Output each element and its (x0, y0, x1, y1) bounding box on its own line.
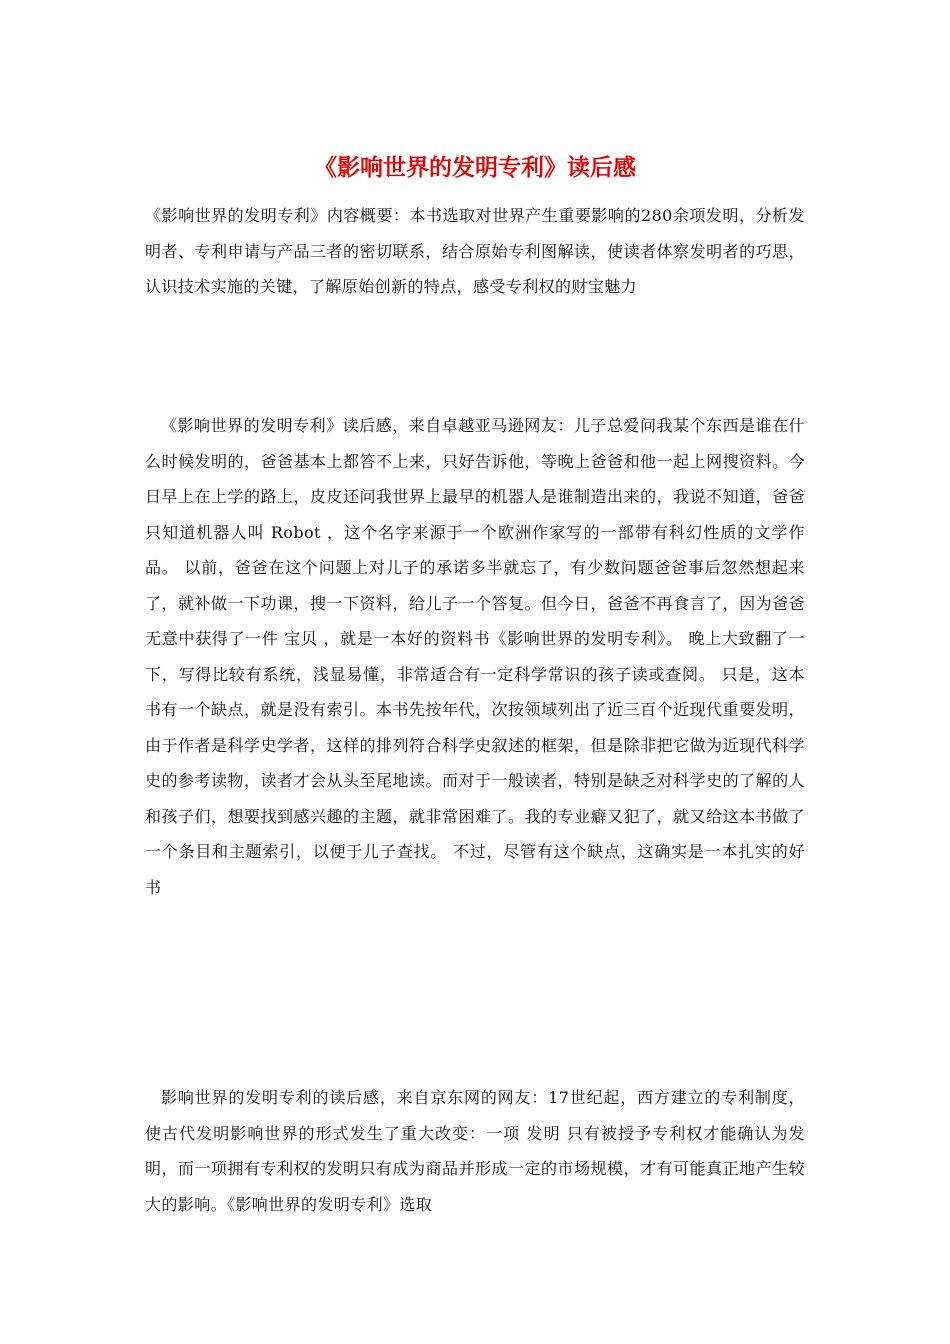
paragraph-summary: 《影响世界的发明专利》内容概要：本书选取对世界产生重要影响的280余项发明，分析发明者、专利申请与产品三者的密切联系，结合原始专利图解读，使读者体察发明者的巧思，认识技术实施的关键，了解原始创新的特点，感受专利权的财宝魅力 (145, 206, 805, 296)
paragraph-review-jd: 影响世界的发明专利的读后感，来自京东网的网友：17世纪起，西方建立的专利制度，使古代发明影响世界的形式发生了重大改变：一项 发明 只有被授予专利权才能确认为发明，而一项拥有专利权的发明只有成为商品并形成一定的市场规模，才有可能真正地产生较大的影响。《影响世界的发明专利》选取 (145, 1088, 805, 1214)
document-title: 《影响世界的发明专利》读后感 (314, 154, 636, 181)
paragraph-review-amazon: 《影响世界的发明专利》读后感，来自卓越亚马逊网友：儿子总爱问我某个东西是谁在什么时候发明的，爸爸基本上都答不上来，只好告诉他，等晚上爸爸和他一起上网搜资料。今日早上在上学的路上，皮皮还问我世界上最早的机器人是谁制造出来的，我说不知道，爸爸只知道机器人叫 Robot ，这个名字来源于一个欧洲作家写的一部带有科幻性质的文学作品。 以前，爸爸在这个问题上对儿子的承诺多半就忘了，有少数问题爸爸事后忽然想起来了，就补做一下功课，搜一下资料，给儿子一个答复。但今日，爸爸不再食言了，因为爸爸无意中获得了一件 宝贝 ，就是一本好的资料书《影响世界的发明专利》。 晚上大致翻了一下，写得比较有系统，浅显易懂，非常适合有一定科学常识的孩子读或查阅。 只是，这本书有一个缺点，就是没有索引。本书先按年代，次按领域列出了近三百个近现代重要发明，由于作者是科学史学者，这样的排列符合科学史叙述的框架，但是除非把它做为近现代科学史的参考读物，读者才会从头至尾地读。而对于一般读者，特别是缺乏对科学史的了解的人和孩子们，想要找到感兴趣的主题，就非常困难了。我的专业癖又犯了，就又给这本书做了一个条目和主题索引，以便于儿子查找。 不过，尽管有这个缺点，这确实是一本扎实的好书 (145, 416, 805, 897)
